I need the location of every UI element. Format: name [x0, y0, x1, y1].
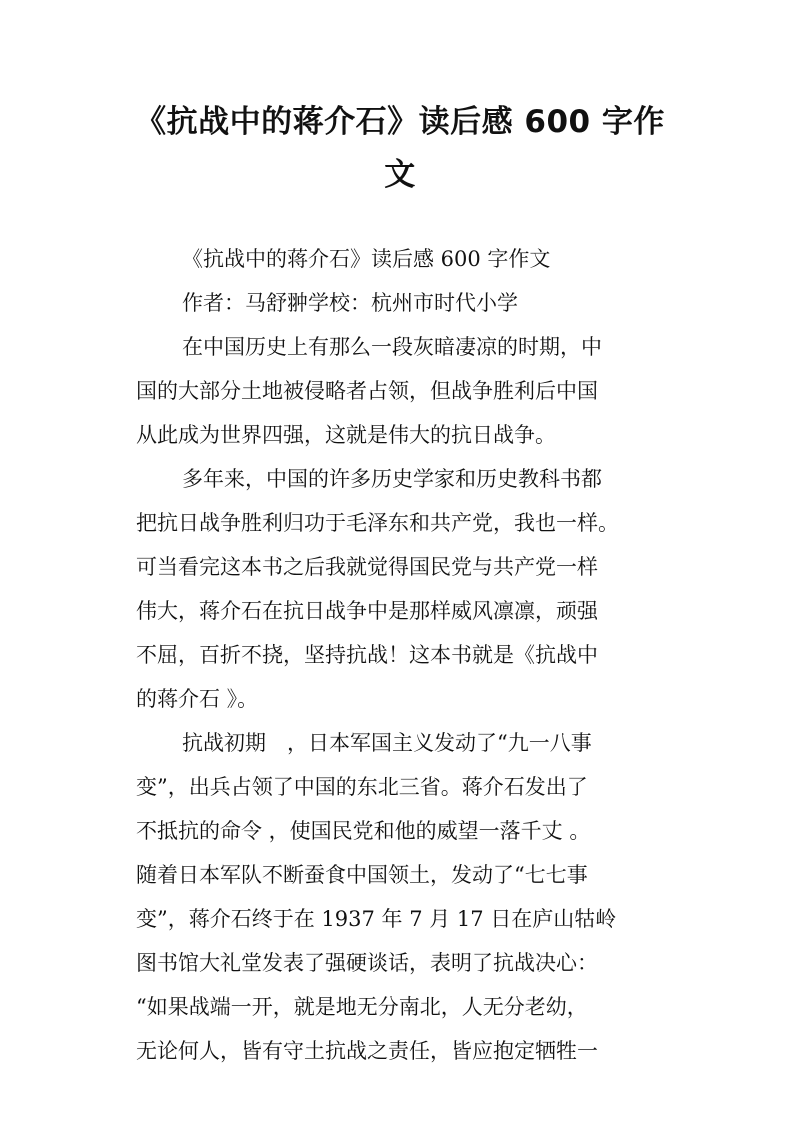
paragraph-2-line-2: 把抗日战争胜利归功于毛泽东和共产党，我也一样。: [136, 511, 619, 535]
paragraph-3-line-8: 无论何人，皆有守土抗战之责任，皆应抱定牺牲一: [136, 1039, 598, 1063]
paragraph-1-line-1: 在中国历史上有那么一段灰暗凄凉的时期，中: [182, 335, 602, 359]
paragraph-3-line-6: 图书馆大礼堂发表了强硬谈话，表明了抗战决心：: [136, 951, 598, 975]
document-body: [136, 237, 666, 1073]
paragraph-2-line-5: 不屈，百折不挠，坚持抗战！这本书就是《抗战中: [136, 643, 598, 667]
paragraph-2-line-6: 的蒋介石 》。: [136, 687, 259, 711]
document-title: [100, 96, 700, 202]
paragraph-1-line-3: 从此成为世界四强，这就是伟大的抗日战争。: [136, 423, 556, 447]
paragraph-3-line-4: 随着日本军队不断蚕食中国领土，发动了“七七事: [136, 863, 588, 887]
paragraph-3-line-7: “如果战端一开，就是地无分南北，人无分老幼，: [136, 995, 588, 1019]
subtitle-line: 《抗战中的蒋介石》读后感 600 字作文: [182, 247, 551, 271]
paragraph-3-line-2: 变”，出兵占领了中国的东北三省。蒋介石发出了: [136, 775, 588, 799]
paragraph-3-line-5: 变”，蒋介石终于在 1937 年 7 月 17 日在庐山牯岭: [136, 907, 617, 931]
paragraph-3-line-3: 不抵抗的命令 ，使国民党和他的威望一落千丈 。: [136, 819, 591, 843]
title-line-2: 文: [384, 157, 416, 193]
paragraph-2-line-4: 伟大，蒋介石在抗日战争中是那样威风凛凛，顽强: [136, 599, 598, 623]
paragraph-1-line-2: 国的大部分土地被侵略者占领，但战争胜利后中国: [136, 379, 598, 403]
paragraph-3-line-1: 抗战初期 ，日本军国主义发动了“九一八事: [182, 731, 592, 755]
paragraph-2-line-1: 多年来，中国的许多历史学家和历史教科书都: [182, 467, 602, 491]
author-line: 作者：马舒翀学校：杭州市时代小学: [182, 291, 518, 315]
paragraph-2-line-3: 可当看完这本书之后我就觉得国民党与共产党一样: [136, 555, 598, 579]
title-line-1: 《抗战中的蒋介石》读后感 600 字作: [135, 104, 665, 140]
